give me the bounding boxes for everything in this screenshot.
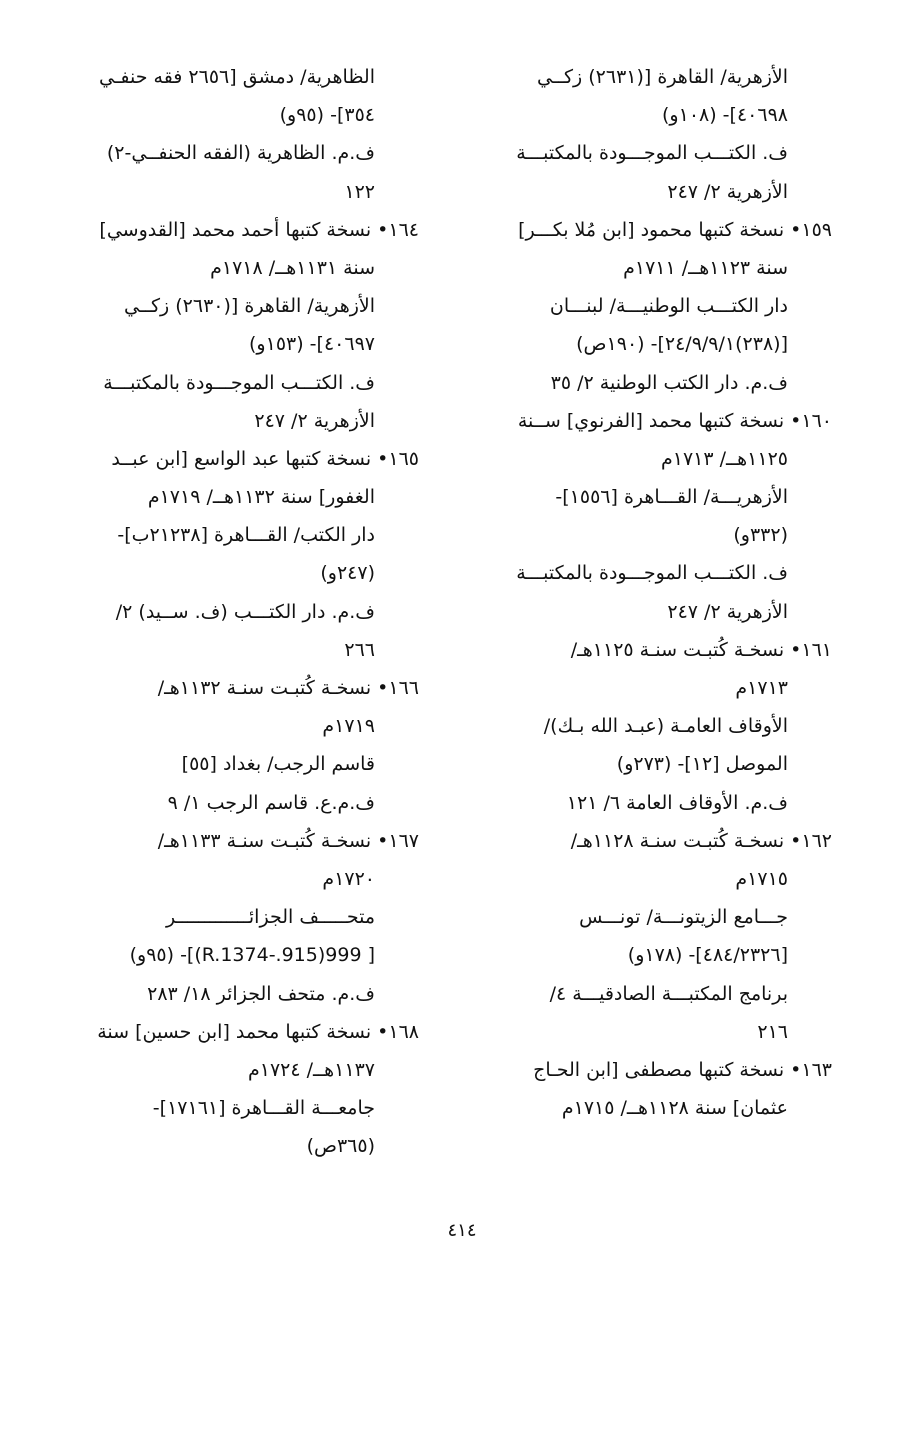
text-line: ف. الكتـــب الموجـــودة بالمكتبـــة — [516, 142, 788, 165]
page-number: ٤١٤ — [447, 1220, 477, 1241]
text-line: ١٦٣• نسخة كتبها مصطفى [ابن الحـاج — [533, 1058, 832, 1081]
text-line: الأزهريـــة/ القـــاهرة [١٥٥٦]- — [555, 486, 788, 509]
text-line: قاسم الرجب/ بغداد [٥٥] — [181, 753, 375, 776]
text-line: ٢٦٦ — [344, 638, 375, 661]
text-line: الأزهرية/ القاهرة [(٢٦٣١) زكــي — [537, 66, 788, 88]
text-line: ٤٠٦٩٨]- (١٠٨و) — [662, 104, 788, 127]
text-line: ف. الكتـــب الموجـــودة بالمكتبـــة — [103, 371, 375, 394]
text-line: ١٦٤• نسخة كتبها أحمد محمد [القدوسي] — [99, 218, 419, 241]
text-line: ١٥٩• نسخة كتبها محمود [ابن مُلا بكـــر] — [518, 218, 832, 241]
text-line: الظاهرية/ دمشق [٢٦٥٦ فقه حنفـي — [98, 66, 375, 88]
text-line: ف.م. دار الكتب الوطنية ٢/ ٣٥ — [550, 371, 788, 394]
text-line: (٣٦٥ص) — [306, 1135, 375, 1158]
text-line: الأزهرية ٢/ ٢٤٧ — [667, 180, 788, 203]
text-line: متحـــــف الجزائـــــــــــــر — [166, 906, 375, 929]
text-line: ١٧١٥م — [735, 867, 788, 890]
text-line: ف.م. دار الكتـــب (ف. ســيد) ٢/ — [115, 600, 375, 623]
text-line: [(٢٣٨)٢٤/٩/٩/١]- (١٩٠ص) — [576, 333, 788, 356]
text-line: ١٧١٣م — [735, 677, 788, 699]
text-line: الأوقاف العامـة (عبـد الله بـك)/ — [543, 715, 788, 738]
text-line: ١١٣٧هــ/ ١٧٢٤م — [247, 1058, 375, 1081]
text-line: جامعـــة القـــاهرة [١٧١٦١]- — [152, 1097, 375, 1120]
right-column — [472, 58, 832, 1127]
text-line: الأزهرية ٢/ ٢٤٧ — [254, 409, 375, 432]
text-line: ١٧٢٠م — [322, 867, 375, 890]
text-line: ف.م. الظاهرية (الفقه الحنفــي-٢) — [106, 142, 375, 165]
text-line: ٤٠٦٩٧]- (١٥٣و) — [249, 333, 375, 356]
text-line: سنة ١١٢٣هــ/ ١٧١١م — [623, 256, 788, 279]
text-line: عثمان] سنة ١١٢٨هــ/ ١٧١٥م — [561, 1097, 788, 1120]
text-line: ف.م. متحف الجزائر ١٨/ ٢٨٣ — [147, 982, 375, 1005]
text-line: الموصل [١٢]- (٢٧٣و) — [616, 753, 788, 776]
text-line: [ 999(915.-R.1374)]- (٩٥و) — [129, 944, 375, 967]
text-line: ف.م. الأوقاف العامة ٦/ ١٢١ — [566, 791, 788, 814]
text-line: ١١٢٥هــ/ ١٧١٣م — [660, 447, 788, 470]
text-line: ١٢٢ — [344, 180, 375, 203]
text-line: جـــامع الزيتونـــة/ تونـــس — [579, 906, 788, 929]
text-line: ٢١٦ — [757, 1020, 788, 1043]
text-line: ١٦١• نسخـة كُتبـت سنـة ١١٢٥هـ/ — [570, 638, 832, 661]
text-line: ١٦٨• نسخة كتبها محمد [ابن حسين] سنة — [97, 1020, 419, 1043]
text-line: ١٦٧• نسخـة كُتبـت سنـة ١١٣٣هـ/ — [157, 829, 419, 852]
text-line: ١٦٦• نسخـة كُتبـت سنـة ١١٣٢هـ/ — [157, 677, 419, 699]
text-line: برنامج المكتبـــة الصادقيـــة ٤/ — [549, 982, 788, 1005]
text-line: (٢٤٧و) — [320, 562, 375, 585]
text-line: ١٧١٩م — [322, 715, 375, 738]
text-line: ف. الكتـــب الموجـــودة بالمكتبـــة — [516, 562, 788, 585]
text-line: دار الكتـــب الوطنيـــة/ لبنـــان — [549, 295, 788, 318]
text-line: [٤٨٤/٢٣٢٦]- (١٧٨و) — [627, 944, 788, 967]
text-line: ١٦٢• نسخـة كُتبـت سنـة ١١٢٨هـ/ — [570, 829, 832, 852]
text-line: دار الكتب/ القـــاهرة [٢١٢٣٨ب]- — [117, 524, 375, 547]
text-line: (٣٣٢و) — [733, 524, 788, 547]
text-line: ١٦٥• نسخة كتبها عبد الواسع [ابن عبــد — [111, 447, 419, 470]
text-line: سنة ١١٣١هــ/ ١٧١٨م — [210, 256, 375, 279]
text-line: الأزهرية ٢/ ٢٤٧ — [667, 600, 788, 623]
left-column — [69, 58, 419, 1165]
text-line: ف.م.ع. قاسم الرجب ١/ ٩ — [167, 791, 375, 814]
text-line: ١٦٠• نسخة كتبها محمد [الفرنوي] ســنة — [517, 409, 832, 432]
text-line: الغفور] سنة ١١٣٢هــ/ ١٧١٩م — [147, 486, 375, 509]
text-line: ٣٥٤]- (٩٥و) — [279, 104, 375, 127]
text-line: الأزهرية/ القاهرة [(٢٦٣٠) زكــي — [124, 295, 375, 318]
